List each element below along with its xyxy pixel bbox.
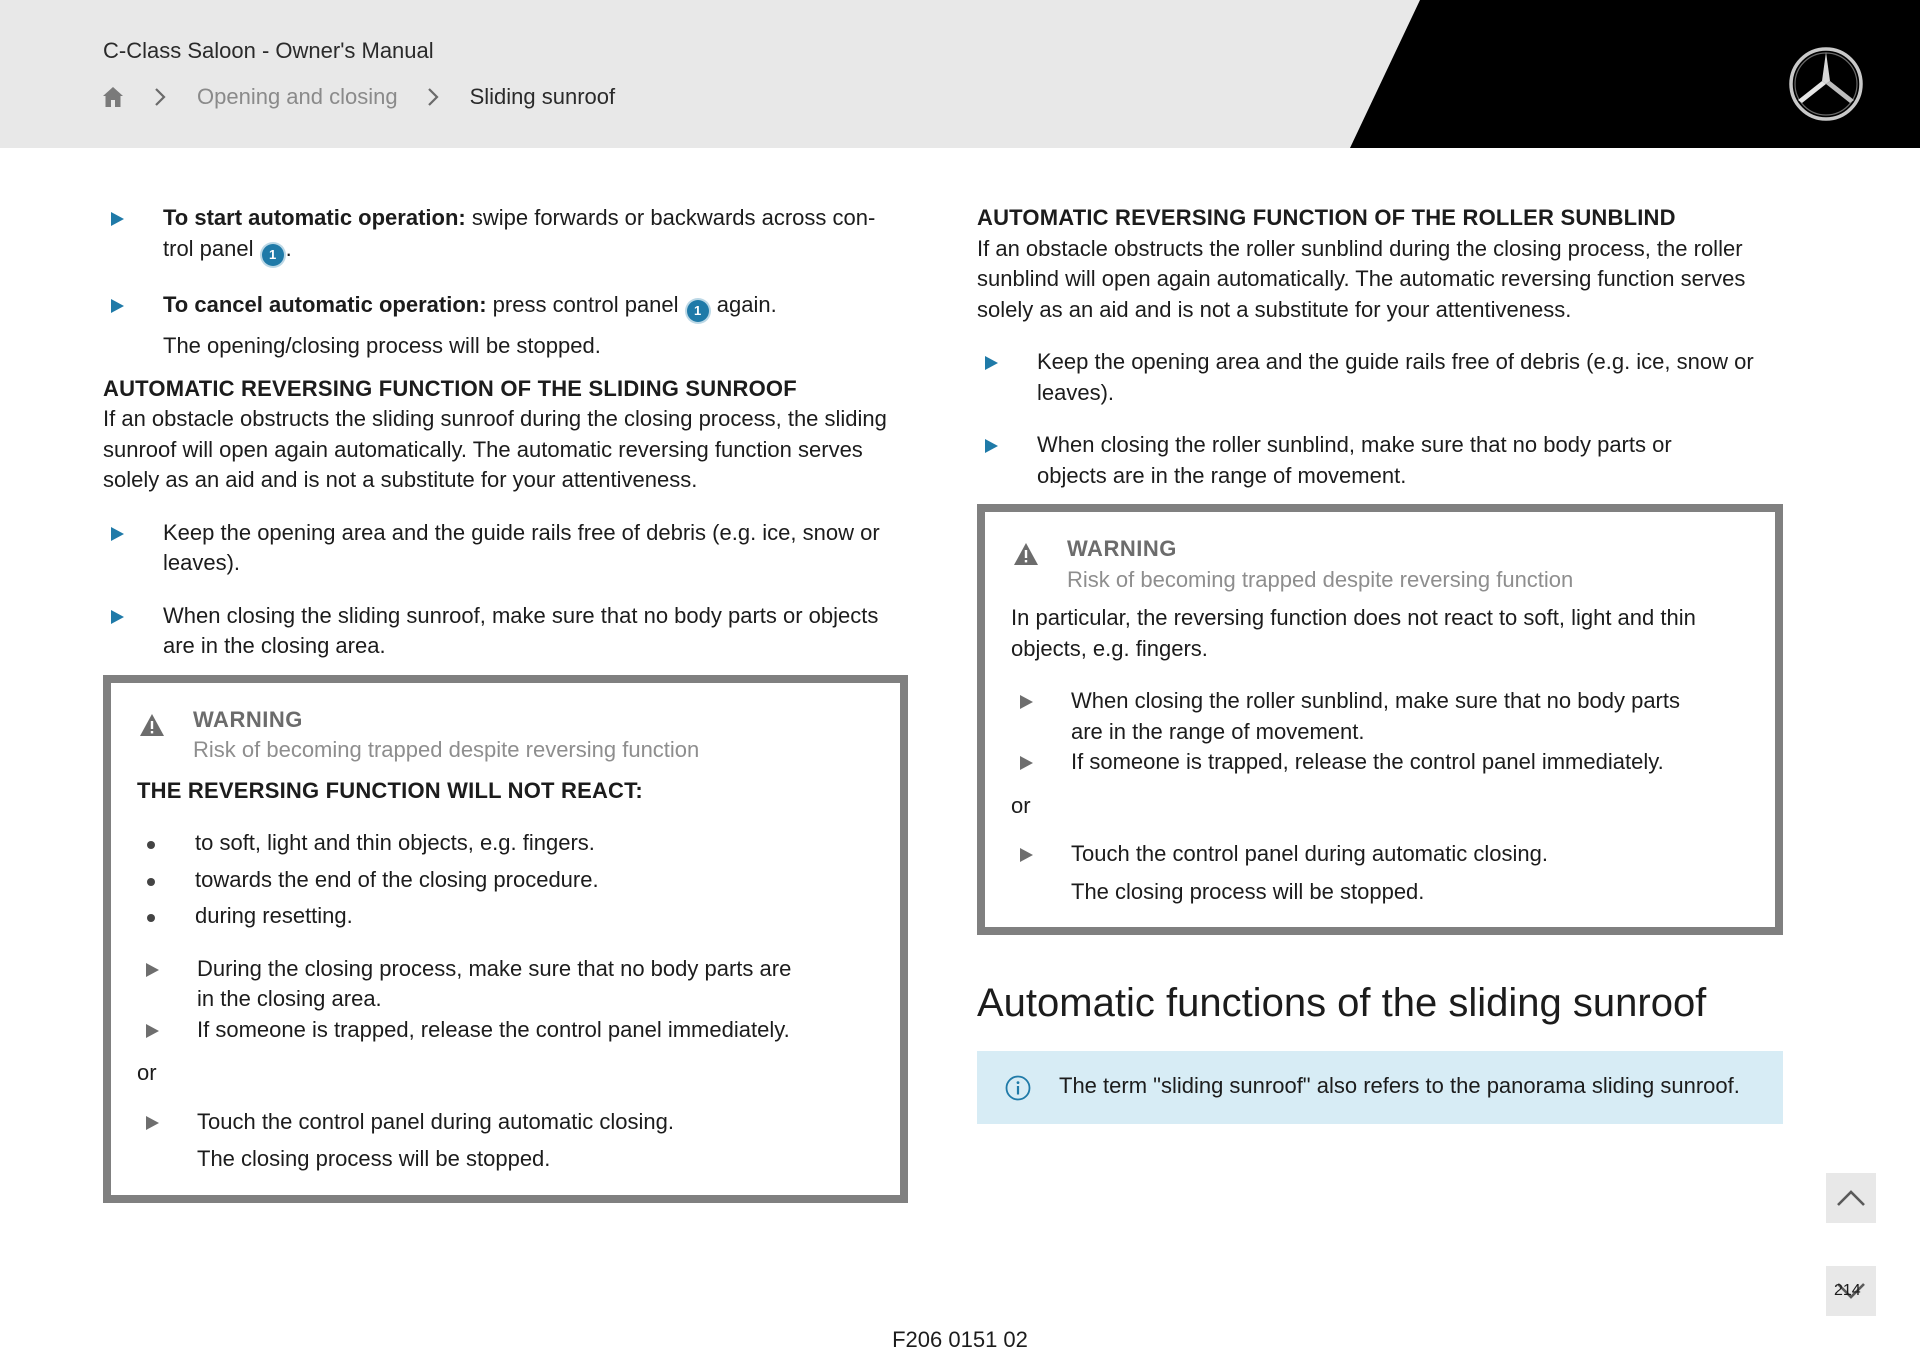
instruction-item: When closing the sliding sunroof, make sure that no body parts or objects are in the closing area. bbox=[103, 601, 908, 662]
chevron-up-icon bbox=[1835, 1188, 1867, 1208]
arrow-bullet-icon bbox=[146, 1024, 159, 1038]
footer-code: F206 0151 02 bbox=[892, 1327, 1028, 1352]
step-result: The closing process will be stopped. bbox=[1071, 878, 1425, 904]
warning-triangle-icon bbox=[139, 713, 165, 737]
warning-step: If someone is trapped, release the control panel immediately. bbox=[1011, 747, 1749, 778]
arrow-bullet-icon bbox=[111, 527, 124, 541]
warning-step: If someone is trapped, release the control panel immediately. bbox=[137, 1015, 874, 1046]
section-paragraph: If an obstacle obstructs the roller sunblind during the closing process, the roller sunblind will open again automatically. The automatic reversing function serves solely as an aid and is not a substitute for your attentiveness. bbox=[977, 235, 1746, 322]
section-paragraph: If an obstacle obstructs the sliding sunroof during the closing process, the sliding sunroof will open again automatically. The automatic reversing function serves solely as an aid and is not a substitute for your attentiveness. bbox=[103, 406, 887, 492]
chevron-right-icon bbox=[153, 86, 167, 108]
page-number: 214 bbox=[1834, 1282, 1861, 1299]
info-icon bbox=[1005, 1075, 1031, 1101]
instruction-item: Keep the opening area and the guide rails free of debris (e.g. ice, snow or leaves). bbox=[103, 518, 908, 579]
instruction-item: When closing the roller sunblind, make sure that no body parts or objects are in the range of movement. bbox=[977, 430, 1783, 491]
warning-header bbox=[137, 705, 874, 766]
warning-step: During the closing process, make sure that no body parts are in the closing area. bbox=[137, 954, 874, 1015]
document-title: C-Class Saloon - Owner's Manual bbox=[103, 38, 434, 63]
warning-text: In particular, the reversing function does not react to soft, light and thin objects, e.g. fingers. bbox=[1011, 605, 1696, 661]
arrow-bullet-icon bbox=[1020, 848, 1033, 862]
info-text: The term "sliding sunroof" also refers to the panorama sliding sunroof. bbox=[1059, 1073, 1740, 1098]
breadcrumb bbox=[101, 82, 615, 112]
control-panel-number-badge: 1 bbox=[687, 300, 709, 322]
control-panel-number-badge: 1 bbox=[262, 244, 284, 266]
warning-box bbox=[103, 675, 908, 1203]
warning-subtitle: Risk of becoming trapped despite reversing function bbox=[193, 737, 700, 762]
page-header bbox=[0, 0, 1920, 148]
right-column bbox=[977, 203, 1783, 1124]
arrow-bullet-icon bbox=[1020, 756, 1033, 770]
scroll-up-button[interactable] bbox=[1826, 1173, 1876, 1223]
warning-header bbox=[1011, 534, 1749, 595]
or-separator: or bbox=[137, 1060, 157, 1085]
warning-heading: THE REVERSING FUNCTION WILL NOT REACT: bbox=[137, 777, 643, 803]
section-heading: AUTOMATIC REVERSING FUNCTION OF THE SLIDING SUNROOF bbox=[103, 375, 797, 401]
arrow-bullet-icon bbox=[146, 1116, 159, 1130]
warning-box bbox=[977, 504, 1783, 935]
warning-step: Touch the control panel during automatic closing. bbox=[137, 1107, 874, 1138]
arrow-bullet-icon bbox=[111, 299, 124, 313]
chevron-right-icon bbox=[426, 86, 440, 108]
mercedes-star-icon bbox=[1788, 46, 1864, 122]
section-heading: AUTOMATIC REVERSING FUNCTION OF THE ROLLER SUNBLIND bbox=[977, 205, 1676, 230]
breadcrumb-opening-and-closing[interactable]: Opening and closing bbox=[197, 84, 398, 109]
arrow-bullet-icon bbox=[985, 439, 998, 453]
arrow-bullet-icon bbox=[111, 610, 124, 624]
arrow-bullet-icon bbox=[146, 963, 159, 977]
left-column bbox=[103, 203, 908, 1203]
arrow-bullet-icon bbox=[111, 212, 124, 226]
warning-title: WARNING bbox=[1067, 536, 1177, 561]
step-result: The closing process will be stopped. bbox=[197, 1146, 551, 1171]
warning-subtitle: Risk of becoming trapped despite reversing function bbox=[1067, 566, 1574, 592]
warning-step: When closing the roller sunblind, make sure that no body parts are in the range of movement. bbox=[1011, 686, 1749, 747]
warning-step: Touch the control panel during automatic closing. bbox=[1011, 839, 1749, 870]
list-item: to soft, light and thin objects, e.g. fingers. bbox=[137, 828, 874, 859]
arrow-bullet-icon bbox=[985, 356, 998, 370]
list-item: during resetting. bbox=[137, 901, 874, 932]
step-cancel-automatic-operation: To cancel automatic operation: press control panel 1 again. bbox=[103, 290, 908, 322]
arrow-bullet-icon bbox=[1020, 695, 1033, 709]
warning-title: WARNING bbox=[193, 706, 303, 732]
step-result: The opening/closing process will be stopped. bbox=[163, 333, 601, 358]
or-separator: or bbox=[1011, 792, 1031, 818]
list-item: towards the end of the closing procedure. bbox=[137, 865, 874, 896]
step-start-automatic-operation: To start automatic operation: swipe forwards or backwards across con- trol panel 1 . bbox=[103, 203, 908, 266]
section-title: Automatic functions of the sliding sunroof bbox=[977, 981, 1707, 1025]
breadcrumb-current: Sliding sunroof bbox=[469, 84, 616, 109]
instruction-item: Keep the opening area and the guide rails free of debris (e.g. ice, snow or leaves). bbox=[977, 347, 1783, 408]
warning-triangle-icon bbox=[1013, 542, 1039, 566]
home-icon[interactable] bbox=[101, 85, 125, 109]
info-box bbox=[977, 1051, 1783, 1124]
